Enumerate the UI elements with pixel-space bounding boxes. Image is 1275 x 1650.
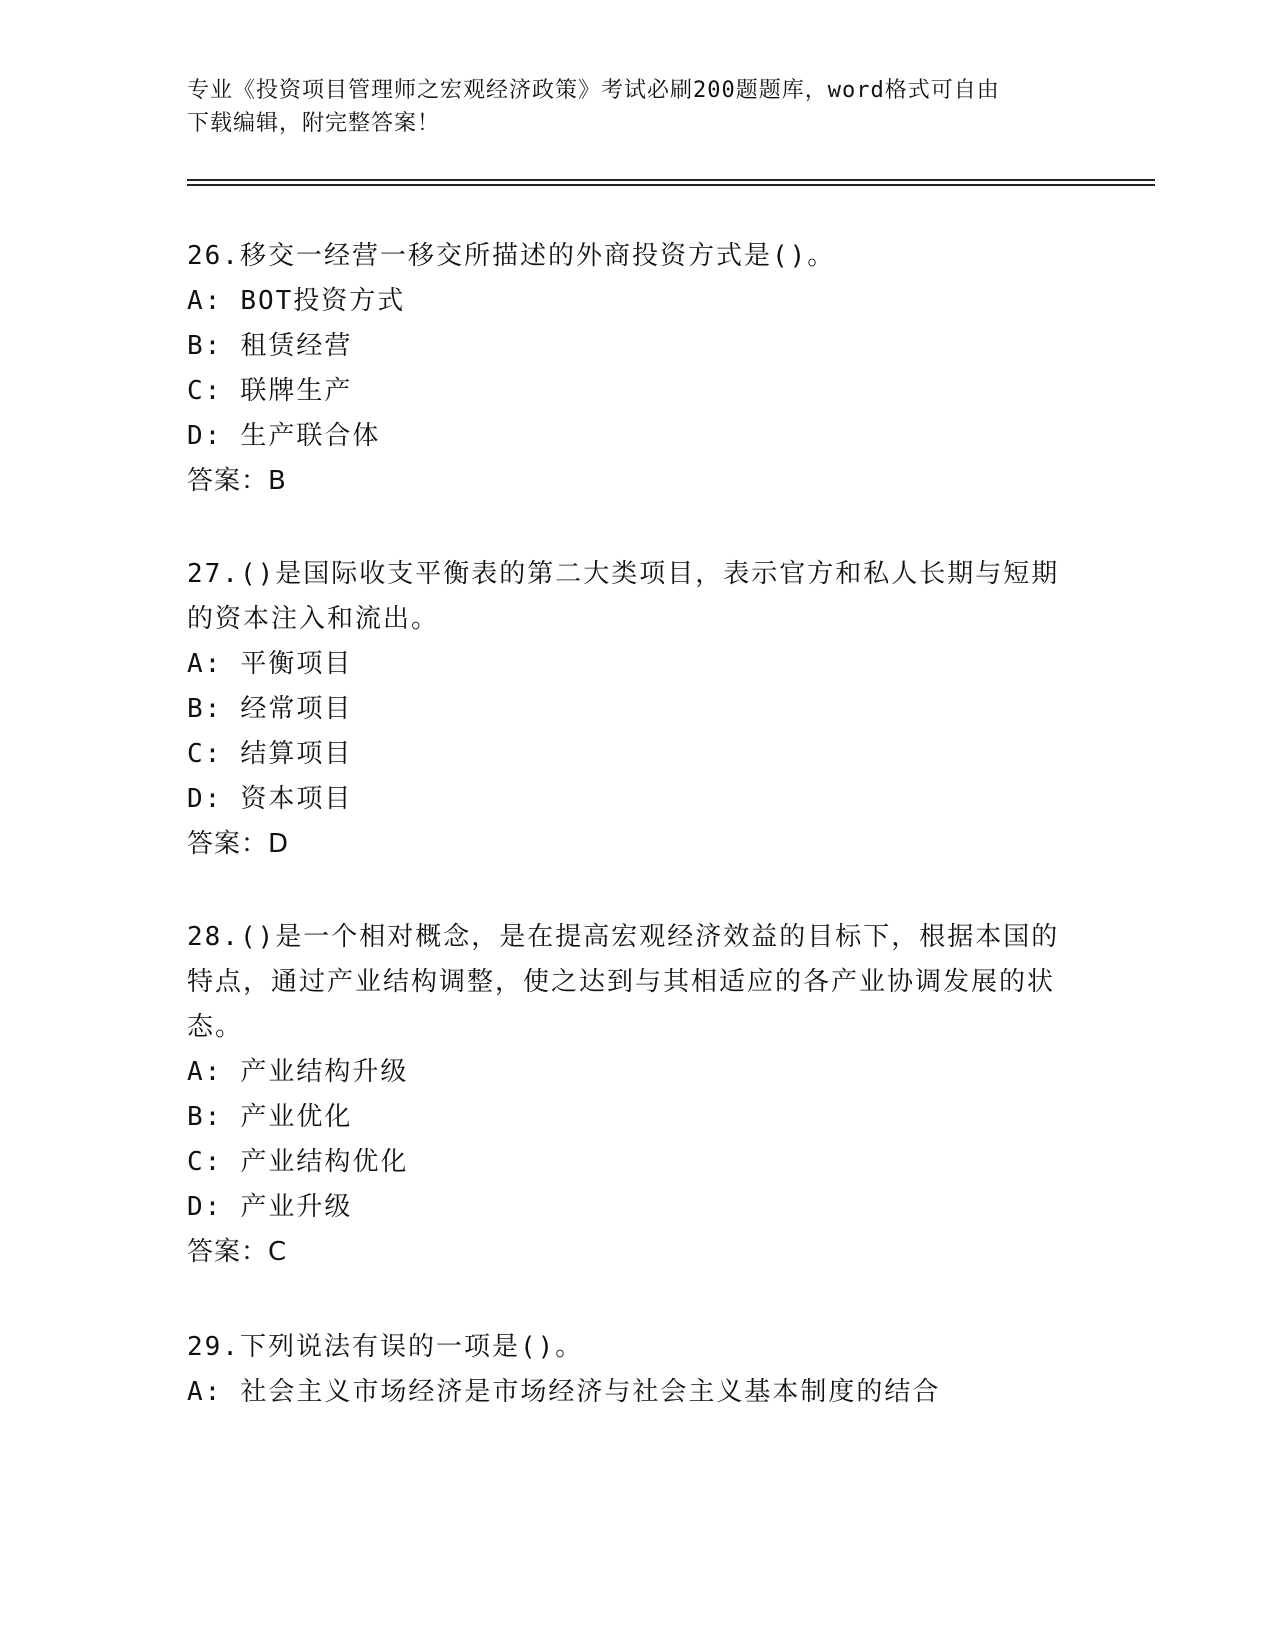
question-stem: 28.()是一个相对概念，是在提高宏观经济效益的目标下，根据本国的特点，通过产业结构调整，使之达到与其相适应的各产业协调发展的状态。: [187, 922, 1060, 1042]
option-text: 产业结构优化: [240, 1147, 409, 1177]
question-26: [187, 234, 1087, 504]
option-letter: B:: [187, 331, 223, 361]
option-text: 平衡项目: [240, 649, 353, 679]
document-header: [187, 74, 1087, 140]
option-letter: C:: [187, 376, 223, 406]
option-text: 租赁经营: [240, 331, 353, 361]
answer-line: 答案：D: [187, 829, 290, 859]
option-d: [187, 777, 1087, 822]
question-stem: 27.()是国际收支平衡表的第二大类项目，表示官方和私人长期与短期的资本注入和流出。: [187, 559, 1060, 634]
option-b: [187, 687, 1087, 732]
option-text: 经常项目: [240, 694, 353, 724]
option-letter: B:: [187, 694, 223, 724]
question-27: [187, 552, 1087, 867]
option-letter: D:: [187, 1192, 223, 1222]
option-letter: A:: [187, 1057, 223, 1087]
option-letter: C:: [187, 1147, 223, 1177]
answer-line: 答案：C: [187, 1237, 288, 1267]
option-a: [187, 1370, 1087, 1415]
question-29: [187, 1325, 1087, 1415]
option-c: [187, 1140, 1087, 1185]
option-a: [187, 642, 1087, 687]
option-text: 产业结构升级: [240, 1057, 409, 1087]
option-d: [187, 414, 1087, 459]
option-letter: C:: [187, 739, 223, 769]
option-letter: A:: [187, 649, 223, 679]
option-letter: A:: [187, 286, 223, 316]
option-text: 结算项目: [240, 739, 353, 769]
option-letter: B:: [187, 1102, 223, 1132]
option-letter: D:: [187, 784, 223, 814]
header-divider-top: [187, 179, 1155, 181]
option-text: 联牌生产: [240, 376, 353, 406]
option-text: 产业优化: [240, 1102, 353, 1132]
option-text: 资本项目: [240, 784, 353, 814]
option-a: [187, 279, 1087, 324]
option-c: [187, 732, 1087, 777]
option-a: [187, 1050, 1087, 1095]
header-line-1: 专业《投资项目管理师之宏观经济政策》考试必刷200题题库，word格式可自由: [187, 78, 1000, 103]
option-text: 生产联合体: [240, 421, 381, 451]
option-text: 社会主义市场经济是市场经济与社会主义基本制度的结合: [240, 1377, 941, 1407]
option-text: BOT投资方式: [240, 286, 406, 316]
answer-line: 答案：B: [187, 466, 287, 496]
option-letter: D:: [187, 421, 223, 451]
question-stem: 29.下列说法有误的一项是()。: [187, 1332, 584, 1362]
header-line-2: 下载编辑，附完整答案！: [187, 111, 441, 136]
option-text: 产业升级: [240, 1192, 353, 1222]
option-letter: A:: [187, 1377, 223, 1407]
header-divider-bottom: [187, 184, 1155, 186]
question-stem: 26.移交一经营一移交所描述的外商投资方式是()。: [187, 241, 836, 271]
option-b: [187, 324, 1087, 369]
option-c: [187, 369, 1087, 414]
question-28: [187, 915, 1087, 1275]
option-b: [187, 1095, 1087, 1140]
option-d: [187, 1185, 1087, 1230]
